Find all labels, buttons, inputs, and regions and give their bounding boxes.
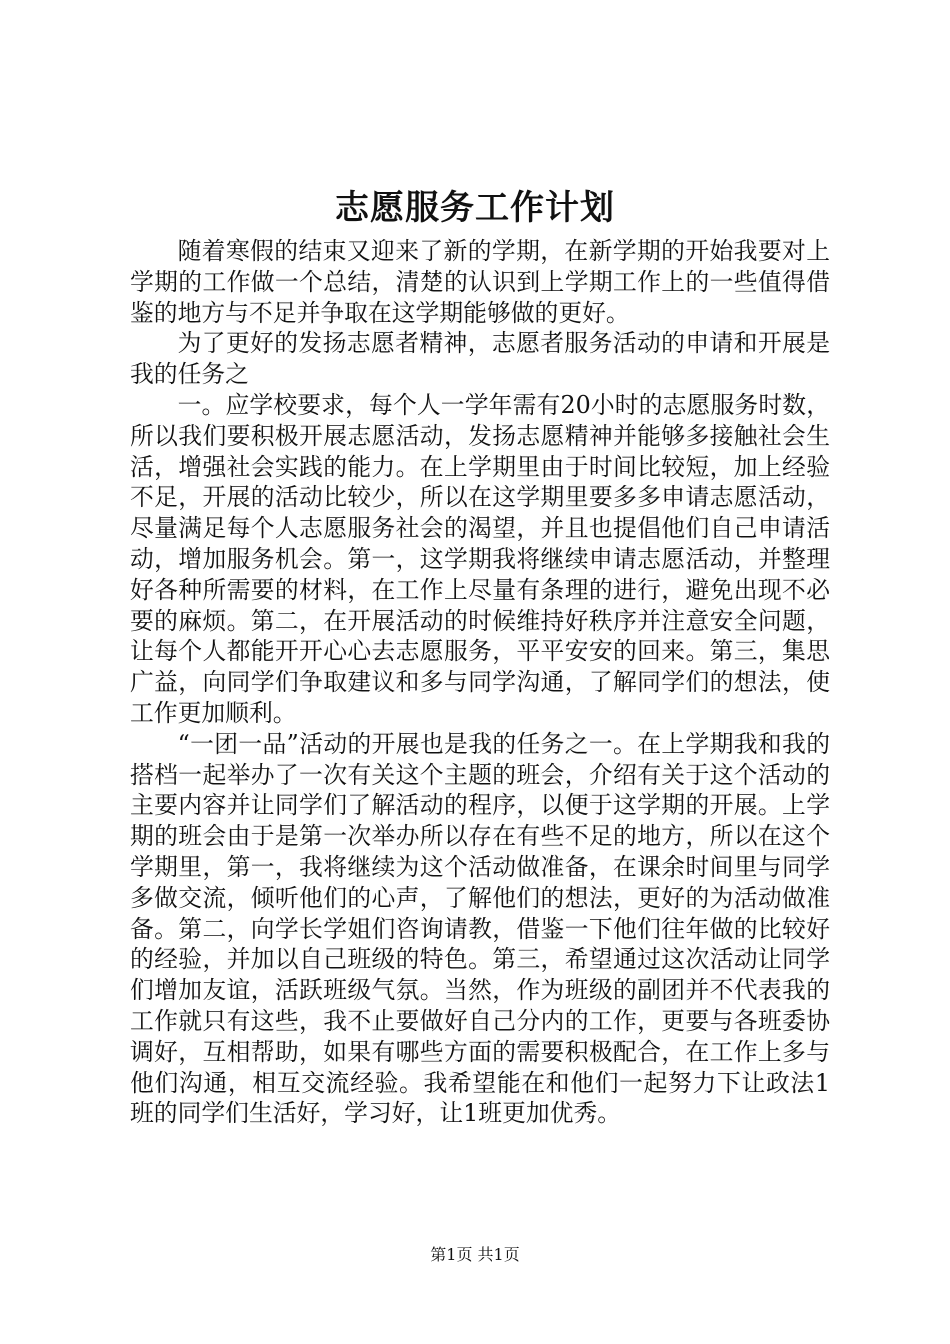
document-body xyxy=(130,236,830,1129)
document-title: 志愿服务工作计划 xyxy=(335,188,615,228)
page-number-footer: 第1页 共1页 xyxy=(430,1245,520,1264)
paragraph-one-group-one-product: “一团一品”活动的开展也是我的任务之一。在上学期我和我的搭档一起举办了一次有关这个主题的班会，介绍有关于这个活动的主要内容并让同学们了解活动的程序，以便于这学期的开展。上学期的班会由于是第一次举办所以存在有些不足的地方，所以在这个学期里，第一，我将继续为这个活动做准备，在课余时间里与同学多做交流，倾听他们的心声，了解他们的想法，更好的为活动做准备。第二，向学长学姐们咨询请教，借鉴一下他们往年做的比较好的经验，并加以自己班级的特色。第三，希望通过这次活动让同学们增加友谊，活跃班级气氛。当然，作为班级的副团并不代表我的工作就只有这些，我不止要做好自己分内的工作，更要与各班委协调好，互相帮助，如果有哪些方面的需要积极配合，在工作上多与他们沟通，相互交流经验。我希望能在和他们一起努力下让政法1班的同学们生活好，学习好，让1班更加优秀。 xyxy=(130,729,830,1128)
paragraph-task: 为了更好的发扬志愿者精神，志愿者服务活动的申请和开展是我的任务之 xyxy=(130,329,830,389)
paragraph-volunteer-activities: 一。应学校要求，每个人一学年需有20小时的志愿服务时数，所以我们要积极开展志愿活动，发扬志愿精神并能够多接触社会生活，增强社会实践的能力。在上学期里由于时间比较短，加上经验不足，开展的活动比较少，所以在这学期里要多多申请志愿活动，尽量满足每个人志愿服务社会的渴望，并且也提倡他们自己申请活动，增加服务机会。第一，这学期我将继续申请志愿活动，并整理好各种所需要的材料，在工作上尽量有条理的进行，避免出现不必要的麻烦。第二，在开展活动的时候维持好秩序并注意安全问题，让每个人都能开开心心去志愿服务，平平安安的回来。第三，集思广益，向同学们争取建议和多与同学沟通，了解同学们的想法，使工作更加顺利。 xyxy=(130,390,830,727)
paragraph-intro: 随着寒假的结束又迎来了新的学期，在新学期的开始我要对上学期的工作做一个总结，清楚的认识到上学期工作上的一些值得借鉴的地方与不足并争取在这学期能够做的更好。 xyxy=(130,237,830,327)
